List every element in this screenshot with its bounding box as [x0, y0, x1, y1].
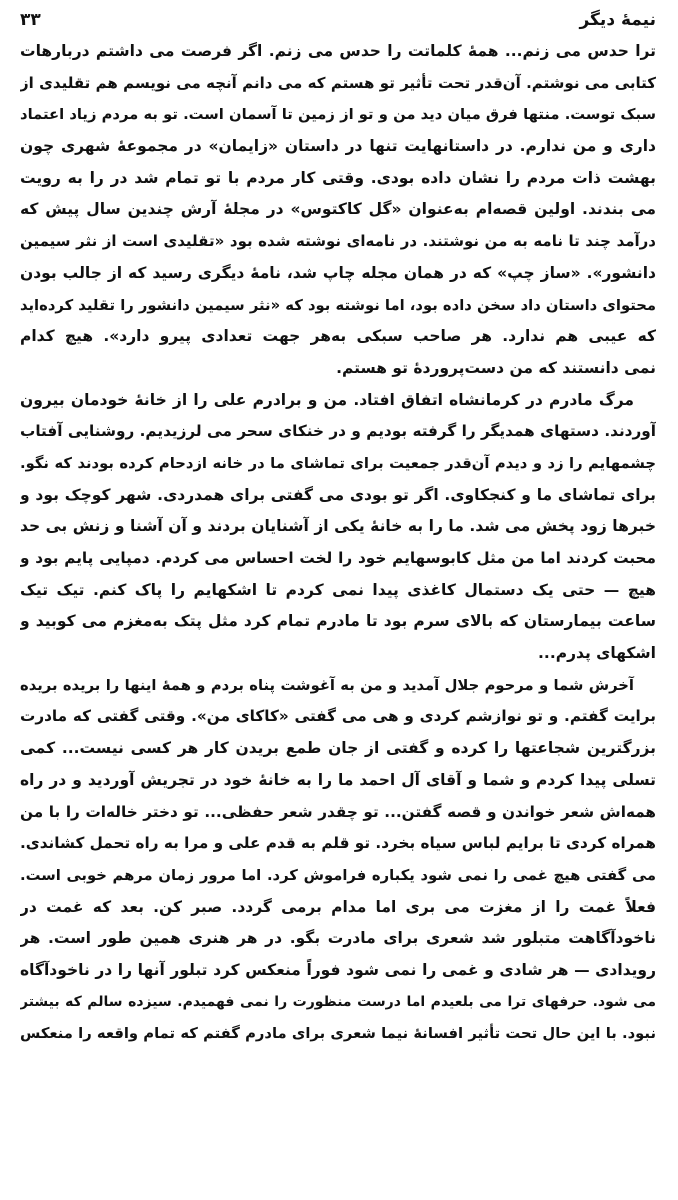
- text-line: ناخودآگاهت متبلور شد شعری برای مادرت بگو. در هر هنری همین طور است. هر: [20, 929, 656, 948]
- text-line: بزرگترین شجاعتها را کرده و گفتی از جان طمع بریدن کار هر کسی نیست... کمی: [20, 739, 656, 758]
- running-title: نیمهٔ دیگر: [579, 10, 656, 30]
- page-header: [20, 8, 656, 32]
- text-line: محبت کردند اما من مثل کابوسهایم خود را لخت احساس می کردم. دمپایی پایم بود و: [20, 549, 656, 567]
- text-line: آوردند. دستهای همدیگر را گرفته بودیم و در خنکای سحر می لرزیدیم. روشنایی آفتاب: [20, 422, 656, 441]
- text-line: رویدادی — هر شادی و غمی را نمی شود فوراً منعکس کرد تبلور آنها را در ناخودآگاه: [20, 960, 656, 979]
- text-line: دانشور». «ساز چپ» که در همان مجله چاپ شد، نامهٔ دیگری رسید که از جالب بودن: [20, 263, 656, 282]
- text-line: می گفتی هیچ غمی را نمی شود یکباره فراموش کرد. اما مرور زمان مرهم خوبی است.: [20, 866, 656, 884]
- text-line: چشمهایم را زد و دیدم آن‌قدر جمعیت برای تماشای ما در خانه ازدحام کرده بودند که نگو.: [20, 454, 656, 472]
- text-line: نمی دانستند که من دست‌پروردهٔ تو هستم.: [336, 358, 656, 377]
- text-line: همه‌اش شعر خواندن و قصه گفتن... تو چقدر شعر حفظی... تو دختر خاله‌ات را با من: [20, 802, 656, 821]
- text-line: بهشت ذات مردم را نشان داده بودی. وقتی کار مردم با تو تمام شد در را به رویت: [20, 168, 656, 187]
- text-line: می بندند. اولین قصه‌ام به‌عنوان «گل کاکتوس» در مجلهٔ آرش چندین سال پیش که: [20, 200, 656, 219]
- text-line: داری و من ندارم. در داستانهایت تنها در داستان «زایمان» در مجموعهٔ شهری چون: [20, 137, 656, 156]
- text-line: ساعت بیمارستان که بالای سرم بود تا مادرم تمام کرد مثل پتک به‌مغزم می کوبید و: [20, 612, 656, 631]
- text-line: برای تماشای ما و کنجکاوی. اگر تو بودی می گفتی برای همدردی. شهر کوچک بود و: [20, 485, 656, 504]
- text-line: فعلاً غمت را از مغزت می بری اما مدام برمی گردد. صبر کن. بعد که غمت در: [20, 897, 656, 916]
- text-line: کتابی می نوشتم. آن‌قدر تحت تأثیر تو هستم که می دانم آنچه می نویسم هم تقلیدی از: [20, 73, 656, 92]
- text-line: تسلی پیدا کردم و شما و آقای آل احمد ما را به خانهٔ خود در تجریش آوردید و در راه: [20, 770, 656, 789]
- body-text: [20, 36, 656, 1050]
- text-line: آخرش شما و مرحوم جلال آمدید و من به آغوشت پناه بردم و همهٔ اینها را بریده بریده: [20, 676, 634, 694]
- text-line: اشکهای پدرم...: [538, 644, 656, 663]
- text-line: ترا حدس می زنم... همهٔ کلماتت را حدس می زنم. اگر فرصت می داشتم دربارهات: [20, 42, 656, 60]
- text-line: می شود. حرفهای ترا می بلعیدم اما درست منظورت را نمی فهمیدم. سیزده سالم که بیشتر: [20, 993, 656, 1010]
- text-line: درآمد چند تا نامه به من نوشتند. در نامه‌ای نوشته شده بود «تقلیدی است از نثر سیمین: [20, 232, 656, 251]
- text-line: خبرها زود پخش می شد. ما را به خانهٔ یکی از آشنایان بردند و آن آشنا و زنش بی حد: [20, 517, 656, 536]
- text-line: نبود. با این حال تحت تأثیر افسانهٔ نیما شعری برای مادرم گفتم که تمام واقعه را منعکس: [20, 1025, 656, 1043]
- text-line: که عیبی هم ندارد. هر صاحب سبکی به‌هر جهت تعدادی پیرو دارد». هیچ کدام: [20, 327, 656, 346]
- text-line: همراه کردی تا برایم لباس سیاه بخرد. تو قلم به قدم علی و مرا به راه تحمل کشاندی.: [20, 834, 656, 853]
- page-number: ۳۳: [20, 10, 41, 30]
- text-line: سبک توست. منتها فرق میان دید من و تو از زمین تا آسمان است. تو به مردم زیاد اعتماد: [20, 106, 656, 124]
- text-line: محتوای داستان داد سخن داده بود، اما نوشته بود که «نثر سیمین دانشور را تقلید کرده‌اید: [20, 296, 656, 314]
- text-line: مرگ مادرم در کرمانشاه اتفاق افتاد. من و برادرم علی را از خانهٔ خودمان بیرون: [20, 390, 634, 409]
- text-line: هیچ — حتی یک دستمال کاغذی پیدا نمی کردم تا اشکهایم را پاک کنم. تیک تیک: [20, 580, 656, 599]
- text-line: برایت گفتم. و تو نوازشم کردی و هی می گفتی «کاکای من». وقتی گفتی که مادرت: [20, 707, 656, 726]
